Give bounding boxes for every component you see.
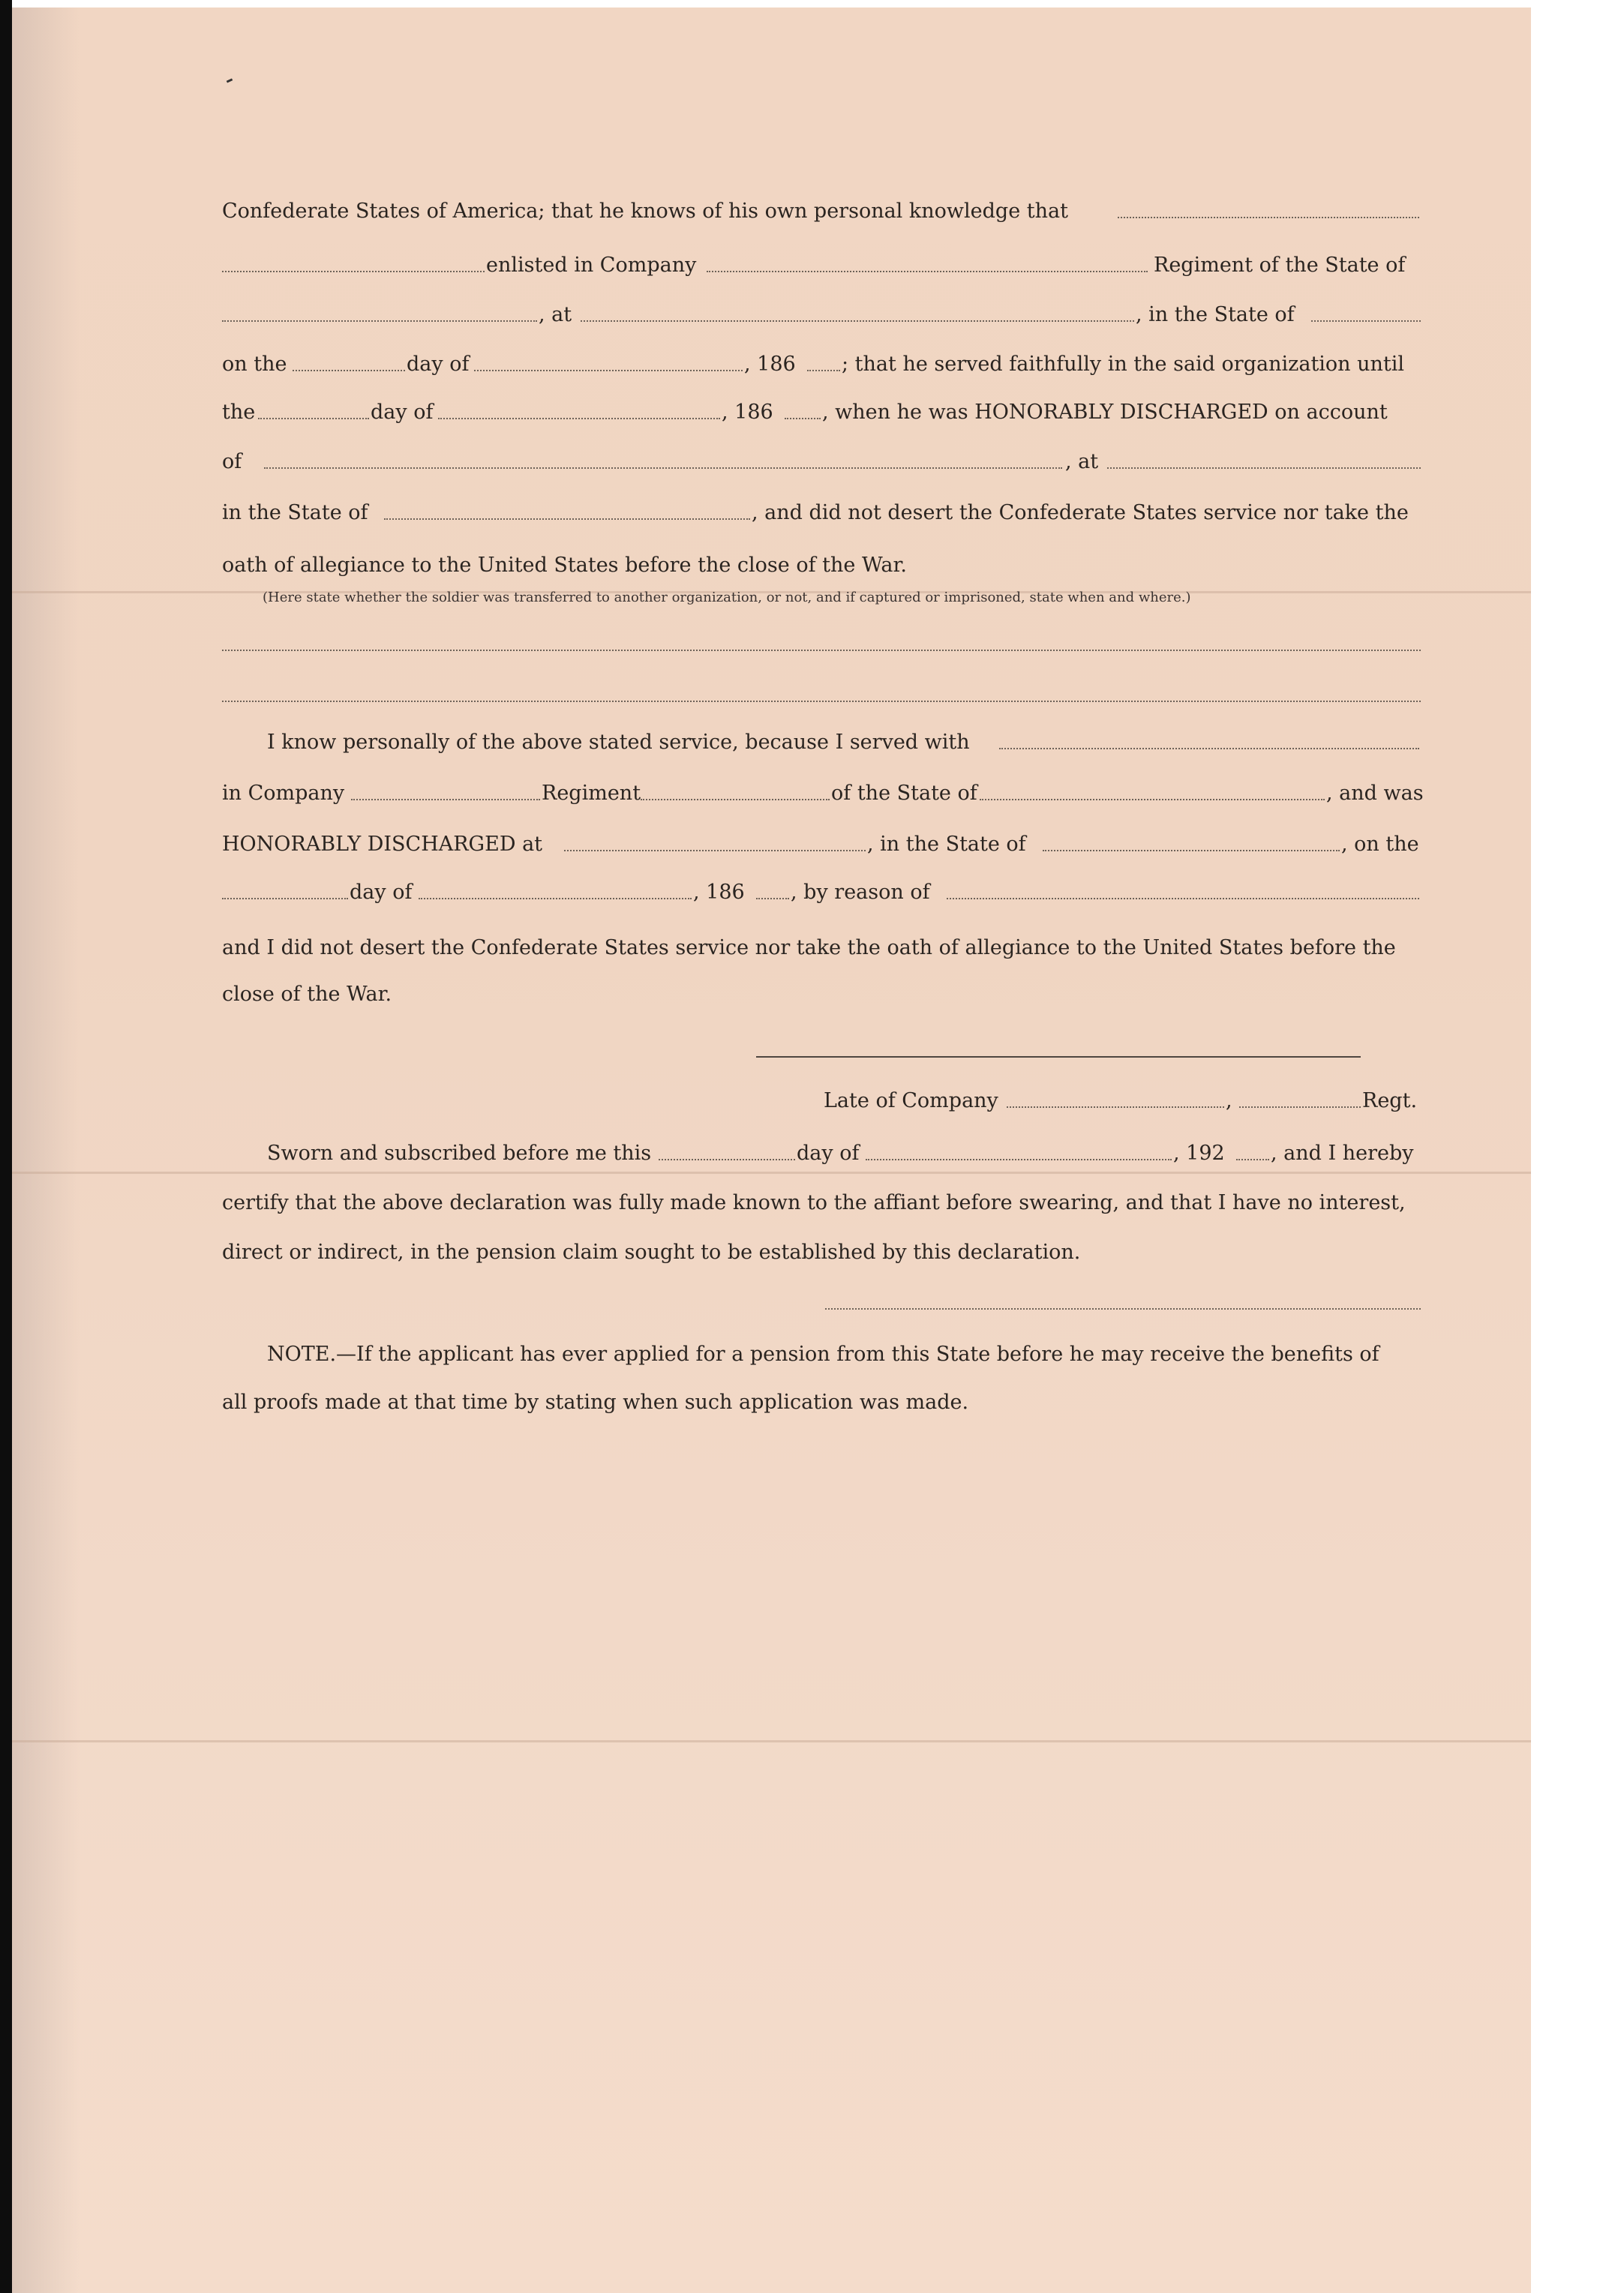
line-text: day of bbox=[371, 401, 434, 424]
sworn-month-field[interactable] bbox=[866, 1159, 1172, 1160]
enlist-state-field[interactable] bbox=[1311, 320, 1421, 322]
comrade-regiment-field[interactable] bbox=[641, 799, 830, 800]
line-text: , at bbox=[1065, 450, 1099, 473]
line-text: of bbox=[222, 450, 242, 473]
late-company-field[interactable] bbox=[1007, 1106, 1224, 1108]
form-line bbox=[222, 197, 1422, 227]
sworn-day-field[interactable] bbox=[659, 1159, 795, 1160]
late-regiment-field[interactable] bbox=[1239, 1106, 1361, 1108]
form-line bbox=[222, 980, 1422, 1010]
line-text: I know personally of the above stated service, because I served with bbox=[267, 731, 970, 754]
discharge-reason-field[interactable] bbox=[264, 467, 1062, 469]
discharge-state-field[interactable] bbox=[384, 518, 750, 520]
comrade-state-field[interactable] bbox=[980, 799, 1325, 800]
line-text: enlisted in Company bbox=[486, 254, 697, 277]
line-text: , and was bbox=[1326, 782, 1424, 805]
form-line bbox=[222, 1188, 1422, 1218]
line-text: in Company bbox=[222, 782, 345, 805]
line-text: direct or indirect, in the pension claim sought to be established by this declaration. bbox=[222, 1241, 1081, 1264]
line-text: , 192 bbox=[1173, 1142, 1225, 1165]
discharge-place-field[interactable] bbox=[1107, 467, 1421, 469]
line-text: Late of Company bbox=[824, 1089, 998, 1112]
form-line bbox=[222, 447, 1422, 477]
line-text: ; that he served faithfully in the said organization until bbox=[842, 353, 1405, 376]
form-line bbox=[222, 728, 1422, 758]
line-text: Sworn and subscribed before me this bbox=[267, 1142, 652, 1165]
line-text: , on the bbox=[1341, 833, 1419, 856]
form-line bbox=[222, 1238, 1422, 1268]
line-text: , bbox=[1226, 1089, 1232, 1112]
form-line bbox=[222, 251, 1422, 281]
line-text: , when he was HONORABLY DISCHARGED on account bbox=[822, 401, 1388, 424]
line-text: , and did not desert the Confederate States service nor take the bbox=[752, 501, 1409, 524]
line-text: day of bbox=[797, 1142, 860, 1165]
comrade-discharge-place-field[interactable] bbox=[564, 850, 866, 851]
comrade-month-field[interactable] bbox=[419, 898, 692, 899]
comrade-year-field[interactable] bbox=[756, 898, 789, 899]
comrade-signature-line[interactable] bbox=[756, 1056, 1361, 1058]
form-line bbox=[222, 878, 1422, 908]
enlist-day-field[interactable] bbox=[293, 370, 405, 371]
line-text: in the State of bbox=[222, 501, 368, 524]
form-line bbox=[222, 398, 1422, 428]
officer-signature-line[interactable] bbox=[825, 1308, 1421, 1310]
form-line bbox=[222, 1139, 1422, 1169]
discharge-day-field[interactable] bbox=[258, 418, 369, 419]
comrade-discharge-state-field[interactable] bbox=[1043, 850, 1340, 851]
enlist-place-field[interactable] bbox=[581, 320, 1134, 322]
line-text: HONORABLY DISCHARGED at bbox=[222, 833, 543, 856]
line-text: Regt. bbox=[1362, 1089, 1418, 1112]
line-text: , 186 bbox=[693, 881, 745, 904]
line-text: on the bbox=[222, 353, 287, 376]
form-line bbox=[222, 1388, 1422, 1418]
line-text: Regiment bbox=[542, 782, 641, 805]
form-line bbox=[222, 933, 1422, 963]
line-text: , and I hereby bbox=[1271, 1142, 1414, 1165]
line-text: , at bbox=[539, 303, 572, 326]
line-text: , in the State of bbox=[867, 833, 1026, 856]
scan-border bbox=[0, 0, 12, 2293]
line-text: , by reason of bbox=[791, 881, 930, 904]
line-text: oath of allegiance to the United States before the close of the War. bbox=[222, 554, 907, 577]
line-text: Confederate States of America; that he knows of his own personal knowledge that bbox=[222, 200, 1068, 223]
form-line bbox=[222, 498, 1422, 528]
sworn-year-field[interactable] bbox=[1236, 1159, 1269, 1160]
name-field[interactable] bbox=[1118, 217, 1419, 218]
served-with-field[interactable] bbox=[999, 748, 1419, 749]
enlist-year-field[interactable] bbox=[807, 370, 840, 371]
form-line bbox=[222, 551, 1422, 581]
form-line bbox=[222, 300, 1422, 330]
form-line bbox=[222, 350, 1422, 380]
line-text: close of the War. bbox=[222, 983, 392, 1006]
regiment-state-field[interactable] bbox=[222, 320, 537, 322]
company-field[interactable] bbox=[707, 271, 1148, 272]
comrade-company-field[interactable] bbox=[351, 799, 540, 800]
fold-crease bbox=[12, 1740, 1531, 1742]
form-line bbox=[222, 779, 1422, 809]
instruction-note: (Here state whether the soldier was transferred to another organization, or not, and if captured or imprisoned, state when and where.) bbox=[263, 590, 1191, 605]
soldier-name-field[interactable] bbox=[222, 271, 485, 272]
form-line bbox=[222, 830, 1422, 860]
paper-shadow bbox=[12, 8, 80, 2293]
line-text: and I did not desert the Confederate States service nor take the oath of allegiance to the United States before the bbox=[222, 936, 1396, 959]
line-text: , 186 bbox=[722, 401, 773, 424]
fold-crease bbox=[12, 1172, 1531, 1174]
line-text: Regiment of the State of bbox=[1154, 254, 1406, 277]
line-text: certify that the above declaration was fully made known to the affiant before swearing, and that I have no interest, bbox=[222, 1191, 1406, 1214]
comrade-reason-field[interactable] bbox=[947, 898, 1419, 899]
line-text: day of bbox=[350, 881, 413, 904]
line-text: the bbox=[222, 401, 256, 424]
enlist-month-field[interactable] bbox=[474, 370, 743, 371]
transfer-field-line-1[interactable] bbox=[222, 650, 1421, 651]
discharge-year-field[interactable] bbox=[785, 418, 821, 419]
discharge-month-field[interactable] bbox=[438, 418, 720, 419]
comrade-day-field[interactable] bbox=[222, 898, 348, 899]
line-text: of the State of bbox=[831, 782, 977, 805]
note-text: NOTE.—If the applicant has ever applied for a pension from this State before he may receive the benefits of bbox=[267, 1343, 1379, 1366]
line-text: , in the State of bbox=[1136, 303, 1295, 326]
transfer-field-line-2[interactable] bbox=[222, 701, 1421, 702]
form-line bbox=[222, 1086, 1422, 1116]
form-line bbox=[222, 1340, 1422, 1370]
note-text: all proofs made at that time by stating when such application was made. bbox=[222, 1391, 969, 1414]
line-text: day of bbox=[407, 353, 470, 376]
line-text: , 186 bbox=[744, 353, 796, 376]
